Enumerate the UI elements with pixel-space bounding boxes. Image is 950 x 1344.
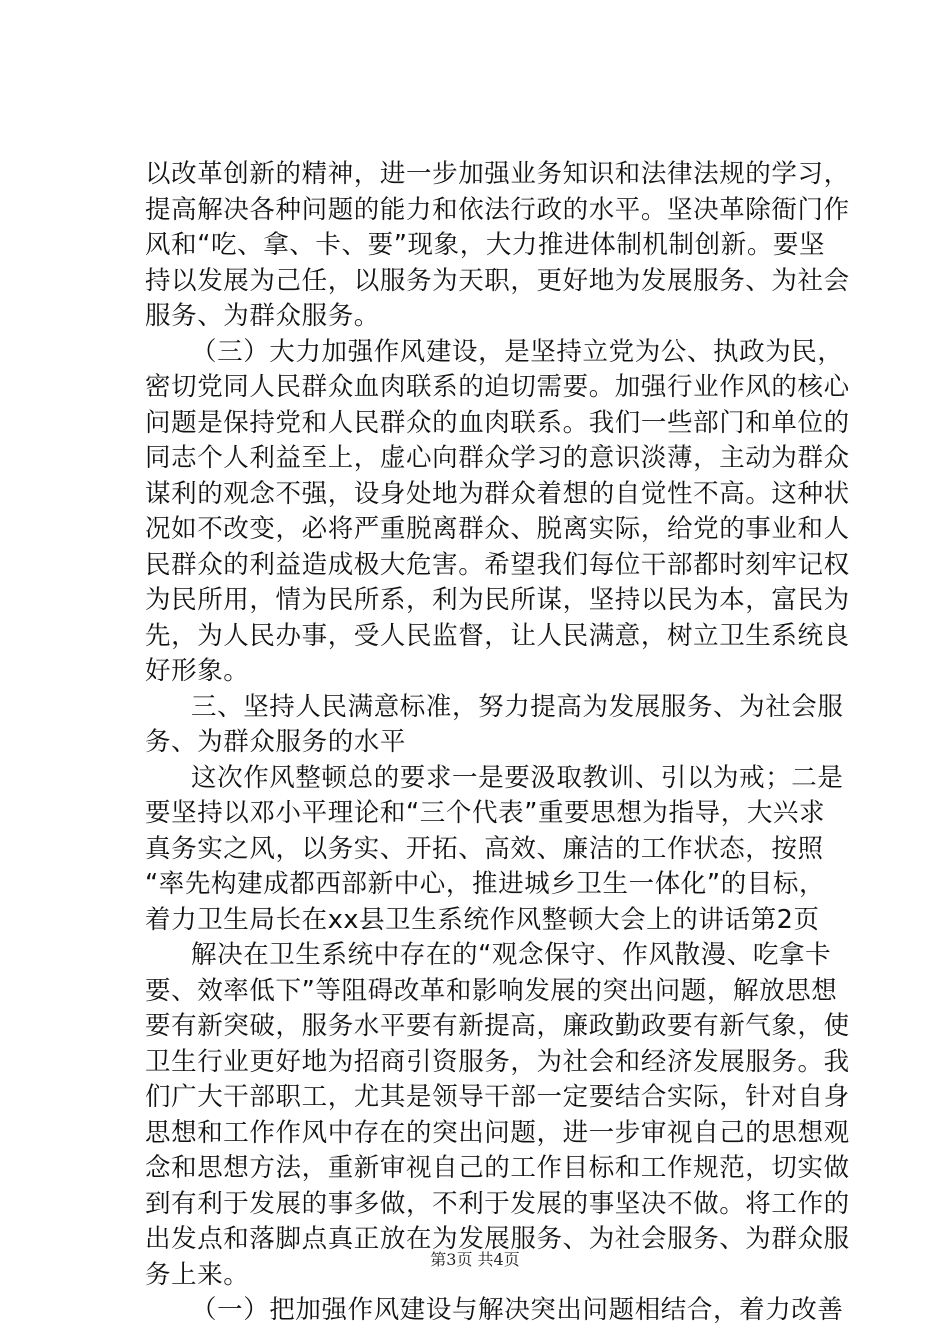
text-line: 要、效率低下”等阻碍改革和影响发展的突出问题，解放思想: [145, 975, 838, 1006]
text-line: 这次作风整顿总的要求一是要汲取教训、引以为戒；二是: [191, 762, 844, 793]
text-line: 密切党同人民群众血肉联系的迫切需要。加强行业作风的核心: [145, 372, 850, 402]
text-line: （一）把加强作风建设与解决突出问题相结合，着力改善: [191, 1295, 844, 1325]
text-line: 要坚持以邓小平理论和“三个代表”重要思想为指导，大兴求: [145, 798, 826, 828]
text-line: 以改革创新的精神，进一步加强业务知识和法律法规的学习，: [145, 159, 850, 189]
text-line: 提高解决各种问题的能力和依法行政的水平。坚决革除衙门作: [145, 194, 850, 225]
text-line: 务、为群众服务的水平: [145, 727, 407, 757]
text-line: 真务实之风，以务实、开拓、高效、廉洁的工作状态，按照: [145, 833, 824, 864]
text-line: 要有新突破，服务水平要有新提高，廉政勤政要有新气象，使: [145, 1011, 850, 1041]
text-line: 持以发展为己任，以服务为天职，更好地为发展服务、为社会: [145, 265, 850, 296]
text-line: （三）大力加强作风建设，是坚持立党为公、执政为民，: [191, 336, 844, 367]
text-line: 谋利的观念不强，设身处地为群众着想的自觉性不高。这种状: [145, 478, 850, 509]
text-line: 问题是保持党和人民群众的血肉联系。我们一些部门和单位的: [145, 407, 850, 438]
text-line: 们广大干部职工，尤其是领导干部一定要结合实际，针对自身: [145, 1082, 850, 1112]
text-line: “率先构建成都西部新中心，推进城乡卫生一体化”的目标，: [145, 869, 826, 899]
document-body: [145, 157, 850, 1329]
text-line: 为民所用，情为民所系，利为民所谋，坚持以民为本，富民为: [145, 585, 850, 615]
text-line: 好形象。: [145, 656, 250, 686]
text-line: 出发点和落脚点真正放在为发展服务、为社会服务、为群众服: [145, 1224, 850, 1254]
text-line: 着力卫生局长在xx县卫生系统作风整顿大会上的讲话第2页: [145, 904, 820, 935]
text-line: 先，为人民办事，受人民监督，让人民满意，树立卫生系统良: [145, 620, 850, 651]
page-number-footer: 第3页 共4页: [430, 1250, 520, 1269]
text-line: 民群众的利益造成极大危害。希望我们每位干部都时刻牢记权: [145, 549, 850, 580]
text-line: 况如不改变，必将严重脱离群众、脱离实际，给党的事业和人: [145, 514, 850, 544]
text-line: 卫生行业更好地为招商引资服务，为社会和经济发展服务。我: [145, 1046, 850, 1077]
text-line: 三、坚持人民满意标准，努力提高为发展服务、为社会服: [191, 691, 844, 722]
text-line: 务上来。: [145, 1259, 250, 1290]
text-line: 念和思想方法，重新审视自己的工作目标和工作规范，切实做: [145, 1153, 850, 1183]
text-line: 服务、为群众服务。: [145, 301, 380, 331]
text-line: 思想和工作作风中存在的突出问题，进一步审视自己的思想观: [145, 1117, 850, 1148]
text-line: 同志个人利益至上，虚心向群众学习的意识淡薄，主动为群众: [145, 443, 850, 473]
text-line: 到有利于发展的事多做，不利于发展的事坚决不做。将工作的: [145, 1188, 850, 1219]
text-line: 风和“吃、拿、卡、要”现象，大力推进体制机制创新。要坚: [145, 230, 826, 260]
text-line: 解决在卫生系统中存在的“观念保守、作风散漫、吃拿卡: [191, 940, 832, 970]
